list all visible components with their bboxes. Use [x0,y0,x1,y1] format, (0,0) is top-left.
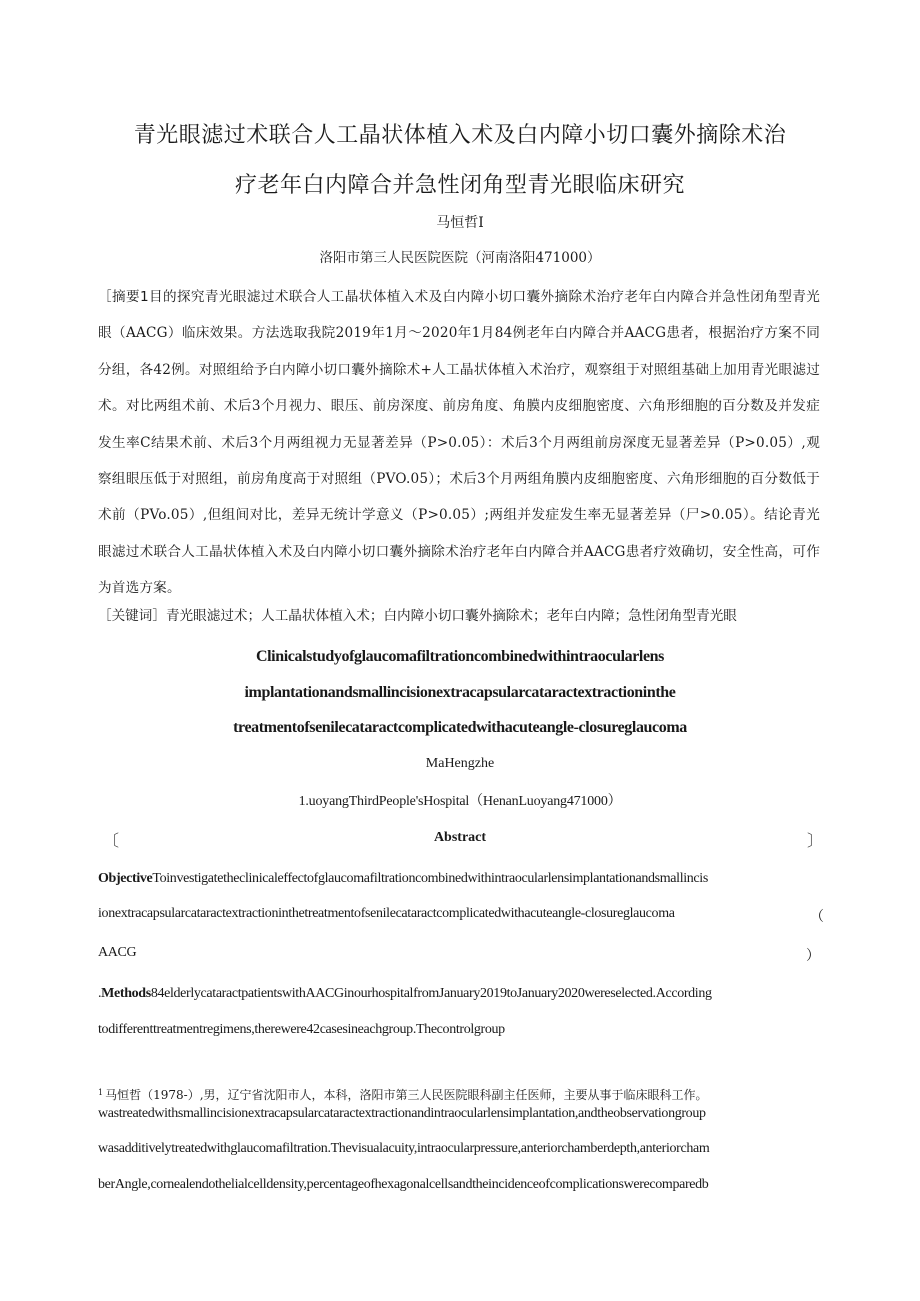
english-abstract-heading: Abstract [433,830,487,845]
chinese-title-line-1: 青光眼滤过术联合人工晶状体植入术及白内障小切口囊外摘除术治 [133,123,787,148]
chinese-keywords [98,604,838,624]
english-abstract-line-5: todifferenttreatmentregimens,therewere42casesineachgroup.Thecontrolgroup [98,1022,505,1037]
chinese-keywords-text: 青光眼滤过术；人工晶状体植入术；白内障小切口囊外摘除术；老年白内障；急性闭角型青光眼 [165,608,737,624]
footnote-marker: 1 [98,1088,104,1097]
english-abstract-text-1: Toinvestigatetheclinicaleffectofglaucomafiltrationcombinedwithintraocularlensimplantationandsmallincis [152,871,708,886]
english-abstract-text-4: 84elderlycataractpatientswithAACGinourhospitalfromJanuary2019toJanuary2020wereselected.According [150,986,712,1001]
english-abstract-line-1 [98,871,708,887]
methods-prefix: . [98,986,102,1001]
english-abstract-line-8: berAngle,cornealendothelialcelldensity,percentageofhexagonalcellsandtheincidenceofcomplicationswerecomparedb [98,1177,709,1192]
english-abstract-line-3: AACG [98,945,137,960]
english-title-line-2: implantationandsmallincisionextracapsularcataractextractioninthe [244,684,676,701]
abstract-bracket-right: 〕 [807,833,824,850]
english-author: MaHengzhe [425,756,495,771]
english-abstract-line-4 [98,986,712,1002]
author-footnote [98,1086,708,1103]
objective-label: Objective [98,871,153,886]
chinese-abstract-text: 探究青光眼滤过术联合人工晶状体植入术及白内障小切口囊外摘除术治疗老年白内障合并急性闭角型青光眼（AACG）临床效果。方法选取我院2019年1月～2020年1月84例老年白内障合并AACG患者，根据治疗方案不同分组，各42例。对照组给予白内障小切口囊外摘除术+人工晶状体植入术治疗，观察组于对照组基础上加用青光眼滤过术。对比两组术前、术后3个月视力、眼压、前房深度、前房角度、角膜内皮细胞密度、六角形细胞的百分数及并发症发生率C结果术前、术后3个月两组视力无显著差异（P>0.05）：术后3个月两组前房深度无显著差异（P>0.05）,观察组眼压低于对照组，前房角度高于对照组（PVO.05）；术后3个月两组角膜内皮细胞密度、六角形细胞的百分数低于术前（PVo.05）,但组间对比，差异无统计学意义（P>0.05）;两组并发症发生率无显著差异（尸>0.05）。结论青光眼滤过术联合人工晶状体植入术及白内障小切口囊外摘除术治疗老年白内障合并AACG患者疗效确切，安全性高，可作为首选方案。 [98,289,820,597]
chinese-affiliation: 洛阳市第三人民医院医院（河南洛阳471000） [319,250,601,266]
chinese-title-line-2: 疗老年白内障合并急性闭角型青光眼临床研究 [234,173,685,198]
chinese-keywords-label: ［关键词］ [98,608,166,624]
methods-label: Methods [101,986,151,1001]
abstract-bracket-left: 〔 [103,833,120,850]
english-abstract-paren-close: ） [806,949,820,964]
chinese-abstract-label: ［摘要1目的 [98,289,177,305]
english-title-line-3: treatmentofsenilecataractcomplicatedwithacuteangle-closureglaucoma [233,719,687,736]
english-abstract-line-2: ionextracapsularcataractextractioninthetreatmentofsenilecataractcomplicatedwithacuteangle-closureglaucoma [98,906,675,921]
footnote-text: 马恒哲（1978-）,男，辽宁省沈阳市人，本科，洛阳市第三人民医院眼科副主任医师，主要从事于临床眼科工作。 [105,1088,708,1102]
english-title-line-1: Clinicalstudyofglaucomafiltrationcombinedwithintraocularlens [255,648,664,665]
english-abstract-paren-open: （ [810,910,824,925]
english-affiliation: 1.uoyangThirdPeople'sHospital（HenanLuoyang471000） [298,794,622,809]
chinese-abstract [98,279,820,607]
english-abstract-line-7: wasadditivelytreatedwithglaucomafiltration.Thevisualacuity,intraocularpressure,anteriorchamberdepth,anteriorcham [98,1141,710,1156]
english-abstract-line-6: wastreatedwithsmallincisionextracapsularcataractextractionandintraocularlensimplantation,andtheobservationgroup [98,1106,706,1121]
chinese-author: 马恒哲I [436,215,484,231]
